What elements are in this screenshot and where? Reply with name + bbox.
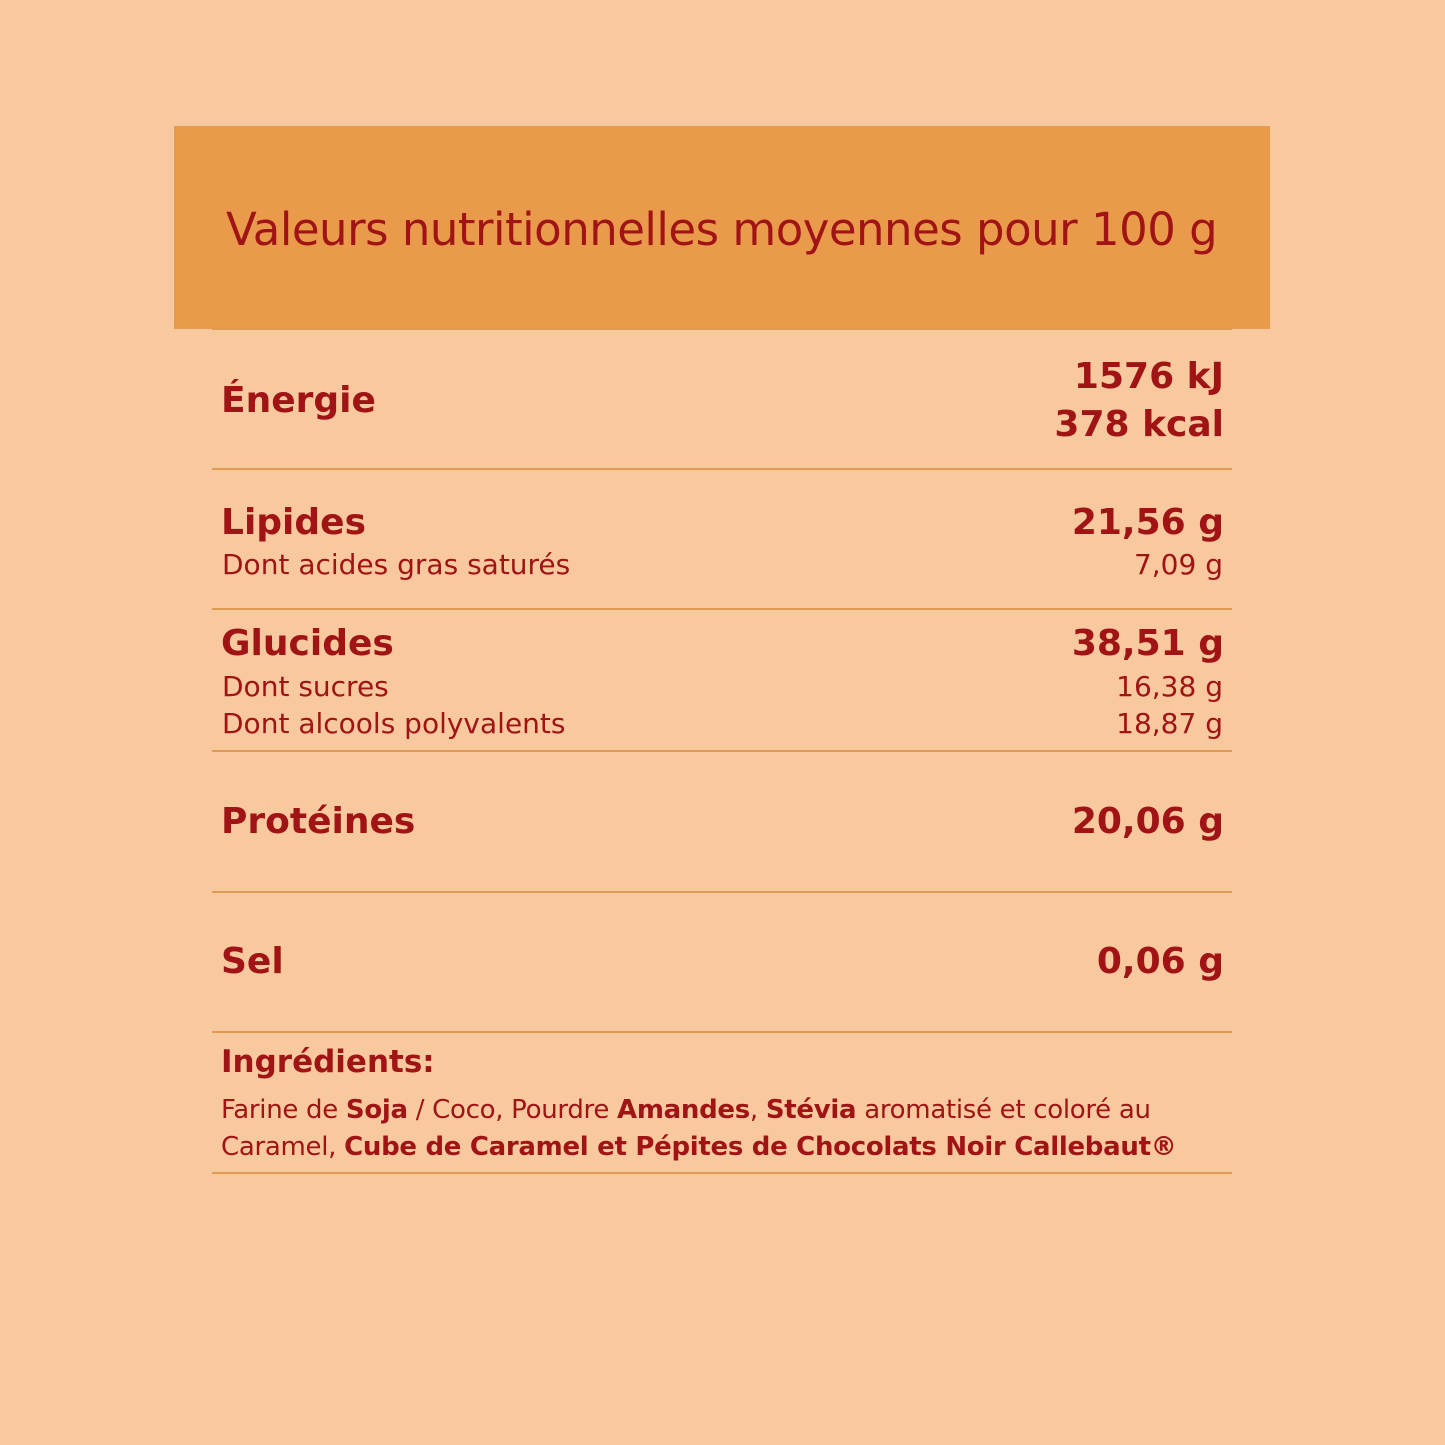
energy-label: Énergie (221, 380, 376, 421)
ingredients-part-bold: Amandes (617, 1095, 750, 1125)
ingredients-title: Ingrédients: (221, 1044, 435, 1080)
ingredients-part: , (749, 1095, 766, 1125)
lipides-label: Lipides (221, 502, 367, 543)
sub-nutrient-label: Dont acides gras saturés (222, 548, 571, 581)
sub-nutrient-value: 18,87 g (1116, 707, 1223, 740)
sel-value: 0,06 g (1096, 941, 1224, 982)
row-divider (212, 608, 1232, 610)
row-divider (212, 1031, 1232, 1033)
ingredients-part: Farine de (221, 1095, 346, 1125)
energy-kj-value: 1576 kJ (1073, 356, 1224, 397)
ingredients-text (221, 1092, 1225, 1166)
glucides-value: 38,51 g (1071, 623, 1224, 664)
nutrition-header (174, 126, 1270, 329)
sub-nutrient-label: Dont alcools polyvalents (222, 707, 566, 740)
proteines-value: 20,06 g (1071, 801, 1224, 842)
row-divider (212, 468, 1232, 470)
ingredients-part-bold: Soja (345, 1095, 408, 1125)
sub-nutrient-value: 7,09 g (1133, 548, 1223, 581)
glucides-label: Glucides (221, 623, 394, 664)
ingredients-part: aromatisé et coloré au Caramel, (221, 1095, 1151, 1162)
ingredients-part: / Coco, Pourdre (407, 1095, 618, 1125)
ingredients-part-bold: Stévia (765, 1095, 857, 1125)
lipides-value: 21,56 g (1071, 502, 1224, 543)
ingredients-bottom-divider (212, 1172, 1232, 1174)
sub-nutrient-label: Dont sucres (222, 670, 389, 703)
sel-label: Sel (221, 941, 284, 982)
ingredients-part-bold: Cube de Caramel et Pépites de Chocolats Noir Callebaut® (344, 1132, 1177, 1162)
energy-kcal-value: 378 kcal (1054, 404, 1224, 445)
header-divider (212, 328, 1232, 330)
proteines-label: Protéines (221, 801, 416, 842)
row-divider (212, 750, 1232, 752)
sub-nutrient-value: 16,38 g (1116, 670, 1223, 703)
nutrition-title: Valeurs nutritionnelles moyennes pour 100 g (226, 203, 1218, 256)
row-divider (212, 891, 1232, 893)
